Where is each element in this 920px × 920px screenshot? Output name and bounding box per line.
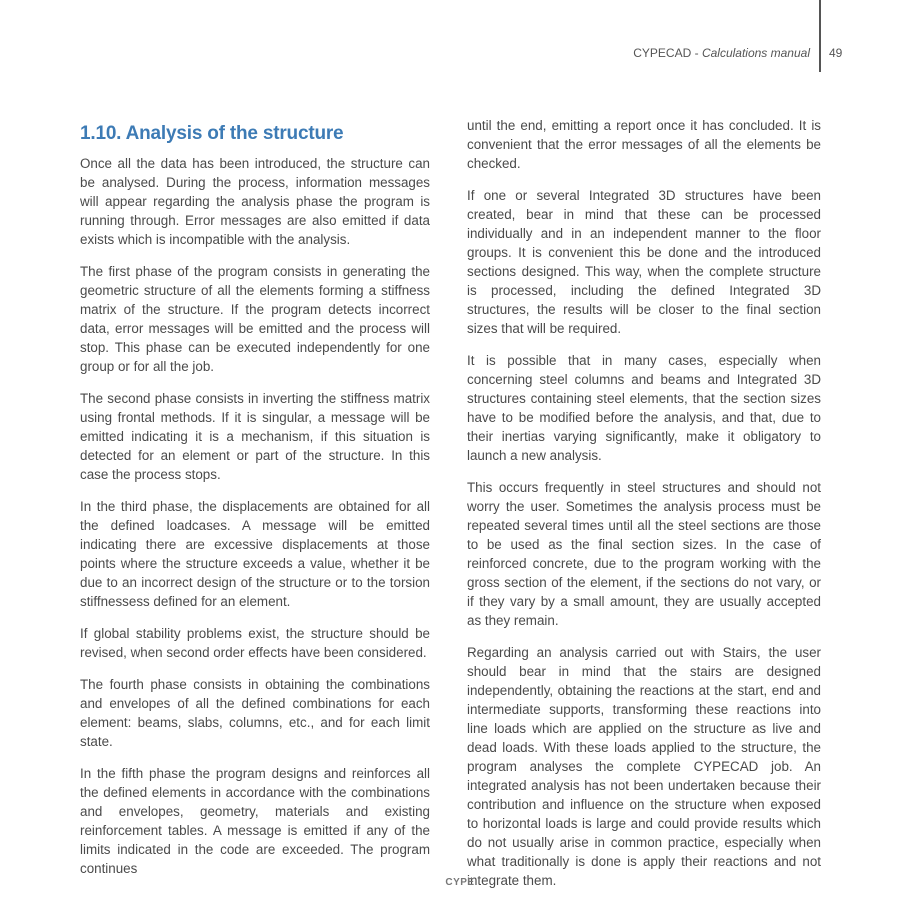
left-column [80, 122, 430, 891]
paragraph: In the third phase, the displacements are obtained for all the defined loadcases. A message will be emitted indicating there are excessive displacements at those points where the structure exceeds a value, whether it be due to an incorrect design of the structure or to the torsion stiffnessess defined for an element. [80, 499, 430, 609]
paragraph: until the end, emitting a report once it has concluded. It is convenient that the error messages of all the elements be checked. [467, 118, 821, 171]
footer-brand: CYPE [445, 877, 475, 888]
section-title: 1.10. Analysis of the structure [80, 123, 344, 144]
paragraph: The first phase of the program consists in generating the geometric structure of all the elements forming a stiffness matrix of the structure. If the program detects incorrect data, error messages will be emitted and the process will stop. This phase can be executed independently for one group or for all the job. [80, 264, 430, 374]
paragraph: It is possible that in many cases, especially when concerning steel columns and beams and Integrated 3D structures containing steel elements, that the section sizes have to be modified before the analysis, and that, due to their inertias varying significantly, make it obligatory to launch a new analysis. [467, 353, 821, 463]
paragraph: Once all the data has been introduced, the structure can be analysed. During the process, information messages will appear regarding the analysis phase the program is running through. Error messages are also emitted if data exists which is incompatible with the analysis. [80, 156, 430, 247]
header-divider-line [819, 0, 821, 72]
product-name: CYPECAD [633, 46, 692, 60]
manual-name: Calculations manual [701, 46, 810, 60]
paragraph: The fourth phase consists in obtaining the combinations and envelopes of all the defined combinations for each element: beams, slabs, columns, etc., and for each limit state. [80, 677, 430, 749]
paragraph: This occurs frequently in steel structures and should not worry the user. Sometimes the analysis process must be repeated several times until all the steel sections are those to be used as the final section sizes. In the case of reinforced concrete, due to the program working with the gross section of the element, if the sections do not vary, or if they vary by a small amount, they are usually accepted as they remain. [467, 480, 821, 628]
right-column [467, 116, 821, 903]
header-separator: - [691, 46, 702, 60]
paragraph: In the fifth phase the program designs and reinforces all the defined elements in accordance with the combinations and envelopes, geometry, materials and existing reinforcement tables. A message is emitted if any of the limits indicated in the code are exceeded. The program continues [80, 766, 430, 876]
page-number: 49 [829, 46, 843, 60]
paragraph: If one or several Integrated 3D structures have been created, bear in mind that these can be processed individually and in an independent manner to the floor groups. It is convenient this be done and the introduced sections designed. This way, when the complete structure is processed, including the defined Integrated 3D structures, the results will be closer to the final section sizes that will be required. [467, 188, 821, 336]
running-header [633, 46, 810, 60]
paragraph: If global stability problems exist, the structure should be revised, when second order effects have been considered. [80, 626, 430, 660]
paragraph: Regarding an analysis carried out with Stairs, the user should bear in mind that the stairs are designed independently, obtaining the reactions at the start, end and intermediate supports, transforming these reactions into line loads which are applied on the structure as live and dead loads. With these loads applied to the structure, the program analyses the complete CYPECAD job. An integrated analysis has not been undertaken because their contribution and influence on the structure when exposed to horizontal loads is large and could provide results which do not usually arise in common practice, especially when what traditionally is done is apply their reactions and not integrate them. [467, 645, 821, 888]
paragraph: The second phase consists in inverting the stiffness matrix using frontal methods. If it is singular, a message will be emitted indicating it is a mechanism, if this situation is detected for an element or part of the structure. In this case the process stops. [80, 391, 430, 482]
